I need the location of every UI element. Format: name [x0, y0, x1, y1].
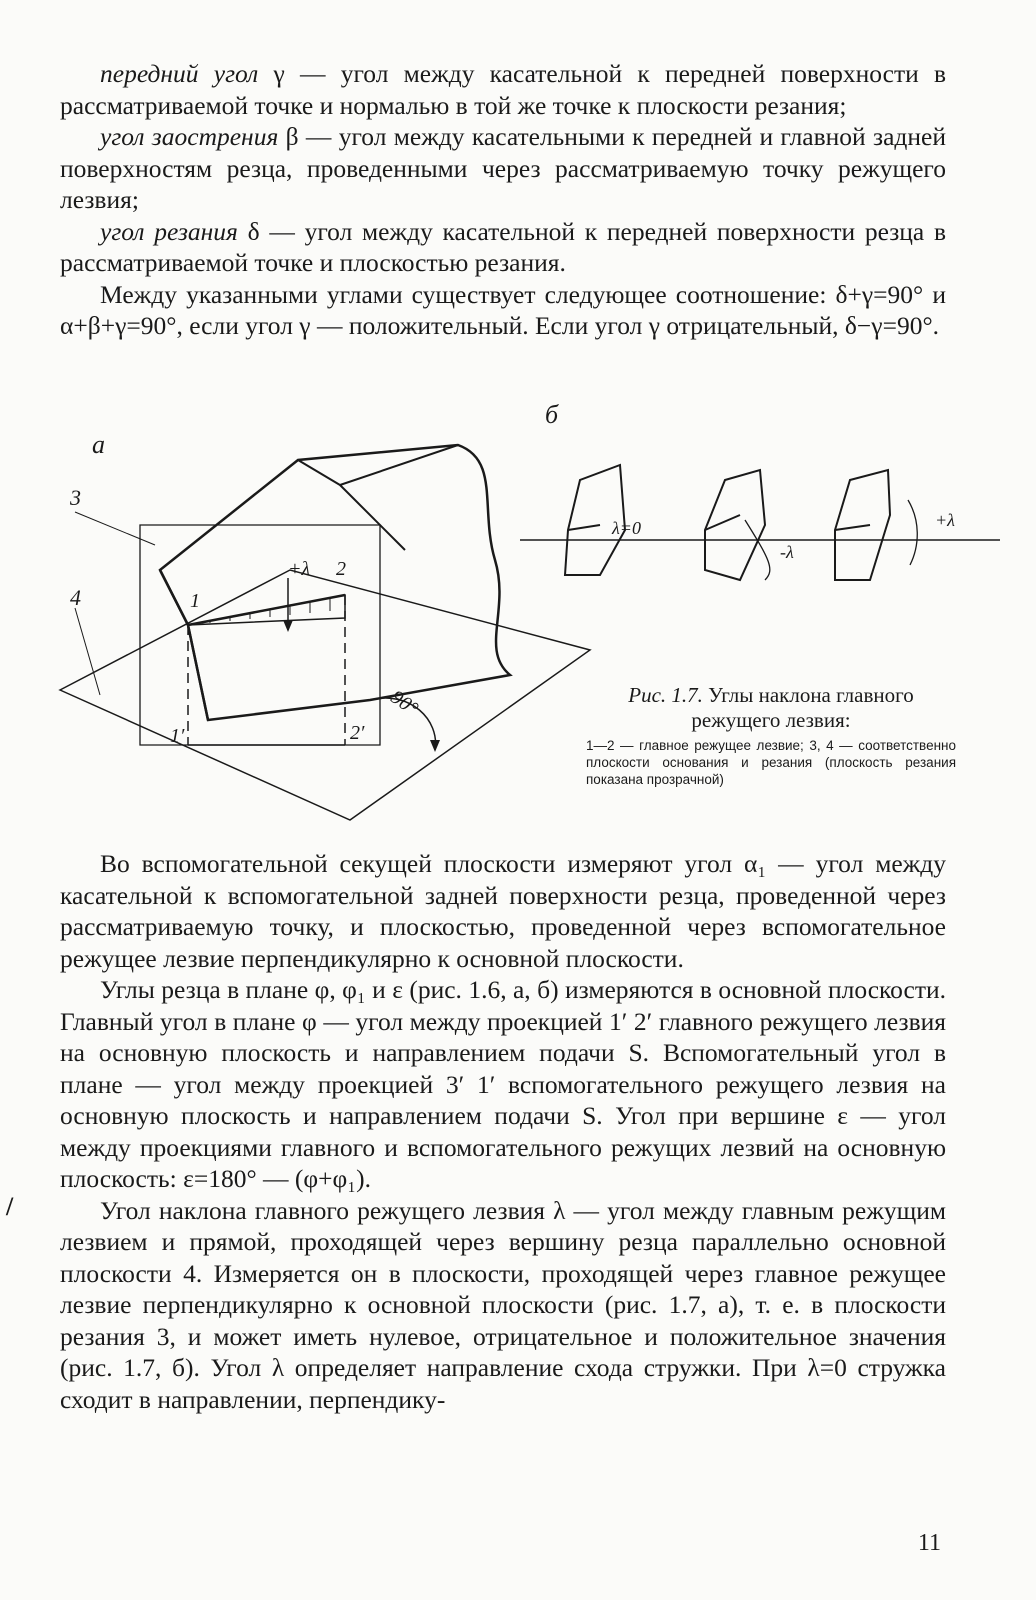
figure-label-a: а: [92, 430, 105, 459]
paragraph-inclination-angle: Угол наклона главного режущего лезвия λ — угол между главным режущим лезвием и прямой, проходящей через вершину резца параллельно основной плоскости 4. Измеряется он в плоскости, проходящей через главное режущее лезвие перпендикулярно к основной плоскости (рис. 1.7, а), т. е. в плоскости резания 3, и может иметь нулевое, отрицательное и положительное значения (рис. 1.7, б). Угол λ определяет направление схода стружки. При λ=0 стружка сходит в направлении, перпендику-: [60, 1195, 946, 1414]
callout-lambda-negative: -λ: [780, 542, 794, 562]
paragraph-plan-angles: Углы резца в плане φ, φ₁ и ε (рис. 1.6, а, б) измеряются в основной плоскости. Главный угол в плане φ — угол между проекцией 1′ 2′ главного режущего лезвия на основную плоскость и направлением подачи S. Вспомогательный угол в плане — угол между проекцией 3′ 1′ вспомогательного режущего лезвия на основную плоскость и направлением подачи S. Угол при вершине ε — угол между проекциями главного и вспомогательного режущих лезвий на основную плоскость: ε=180° — (φ+φ₁).: [60, 975, 946, 1193]
term: угол заострения: [100, 122, 279, 151]
figure-label-b: б: [545, 400, 559, 429]
callout-plane-4: 4: [70, 585, 81, 610]
insert-lambda-positive: [835, 470, 890, 580]
caption-title: [586, 683, 956, 733]
callout-point-2-prime: 2′: [350, 722, 365, 744]
definition: β — угол между касательными к передней и главной задней поверхностям резца, проведенными через рассматриваемую точку режущего лезвия;: [60, 122, 946, 214]
paragraph-auxiliary-angle: Во вспомогательной секущей плоскости измеряют угол α₁ — угол между касательной к вспомогательной задней поверхности резца, проведенной через рассматриваемую точку, и плоскостью, проведенной через вспомогательное режущее лезвие перпендикулярно к основной плоскости.: [60, 849, 946, 973]
insert-drawings: [520, 465, 1000, 580]
paragraph-relation: [60, 279, 946, 342]
caption-legend: 1—2 — главное режущее лезвие; 3, 4 — соответственно плоскости основания и резания (плоскость резания показана прозрачной): [586, 738, 956, 787]
caption-figure-number: Рис. 1.7.: [628, 683, 703, 707]
margin-mark: /: [6, 1192, 14, 1221]
insert-lambda-negative: [705, 470, 765, 580]
top-text-block: [60, 58, 946, 342]
page-number: 11: [917, 1530, 941, 1556]
term: угол резания: [100, 216, 238, 246]
callout-lambda-positive: +λ: [288, 558, 311, 580]
term: передний угол: [100, 59, 259, 88]
paragraph-wedge-angle: [60, 121, 946, 216]
definition: γ — угол между касательной к передней поверхности в рассматриваемой точке и нормалью в той же точке к плоскости резания;: [60, 59, 946, 120]
callout-angle-90: 90°: [386, 686, 423, 721]
bottom-text-block: [60, 848, 946, 1415]
relation-text: Между указанными углами существует следующее соотношение: δ+γ=90° и α+β+γ=90°, если угол γ — положительный. Если угол γ отрицательный, δ−γ=90°.: [60, 279, 946, 340]
callout-lambda-positive-b: +λ: [935, 510, 955, 530]
definition: δ — угол между касательной к передней поверхности резца в рассматриваемой точке и плоскостью резания.: [60, 216, 947, 277]
lambda-region: [188, 595, 345, 625]
caption-title-text: Углы наклона главного режущего лезвия:: [691, 683, 914, 732]
callout-point-2: 2: [336, 558, 346, 580]
paragraph-rake-angle: [60, 58, 946, 121]
paragraph-cutting-angle: [60, 216, 946, 279]
callout-point-1: 1: [190, 590, 200, 612]
callout-point-1-prime: 1′: [170, 725, 185, 747]
figure-caption: [586, 683, 956, 788]
callout-plane-3: 3: [70, 485, 81, 510]
callout-lambda-zero: λ=0: [612, 518, 641, 538]
